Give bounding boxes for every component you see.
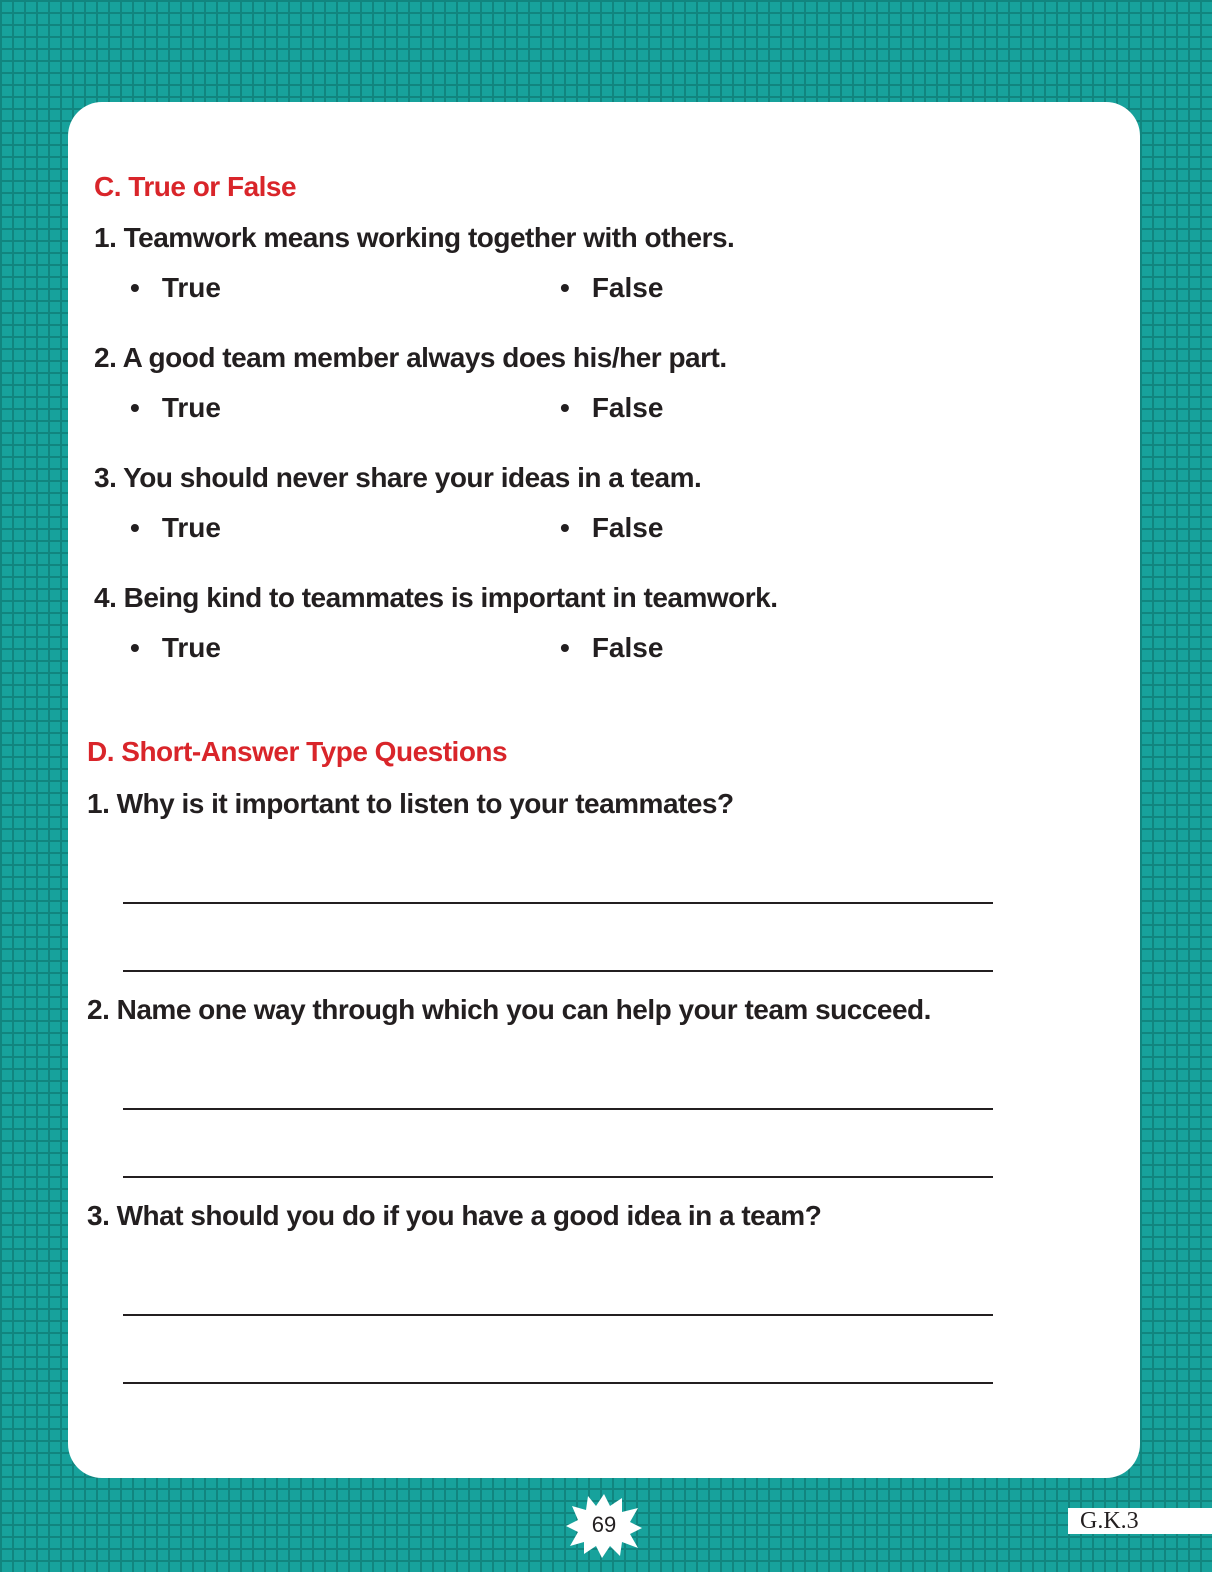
answer-line[interactable] [123, 902, 993, 904]
tf-option-true[interactable]: • True [130, 632, 221, 663]
answer-line[interactable] [123, 1176, 993, 1178]
tf-question-4: 4. Being kind to teammates is important in teamwork. [94, 582, 778, 613]
tf-question-3: 3. You should never share your ideas in a team. [94, 462, 702, 493]
answer-line[interactable] [123, 1382, 993, 1384]
tf-option-false[interactable]: • False [560, 392, 664, 423]
tf-option-false[interactable]: • False [560, 272, 664, 303]
tf-option-true[interactable]: • True [130, 392, 221, 423]
short-question-1: 1. Why is it important to listen to your teammates? [87, 788, 734, 819]
tf-question-2: 2. A good team member always does his/her part. [94, 342, 727, 373]
answer-line[interactable] [123, 970, 993, 972]
answer-line[interactable] [123, 1108, 993, 1110]
tf-option-true[interactable]: • True [130, 512, 221, 543]
tf-option-false[interactable]: • False [560, 632, 664, 663]
section-d-title: D. Short-Answer Type Questions [87, 736, 508, 767]
short-question-3: 3. What should you do if you have a good idea in a team? [87, 1200, 822, 1231]
short-question-2: 2. Name one way through which you can help your team succeed. [87, 994, 931, 1025]
page-number-badge [566, 1494, 638, 1558]
tf-option-true[interactable]: • True [130, 272, 221, 303]
section-c-title: C. True or False [94, 171, 297, 202]
book-label: G.K.3 [1068, 1508, 1212, 1534]
answer-line[interactable] [123, 1314, 993, 1316]
tf-option-false[interactable]: • False [560, 512, 664, 543]
tf-question-1: 1. Teamwork means working together with others. [94, 222, 735, 253]
page-number: 69 [591, 1512, 617, 1537]
